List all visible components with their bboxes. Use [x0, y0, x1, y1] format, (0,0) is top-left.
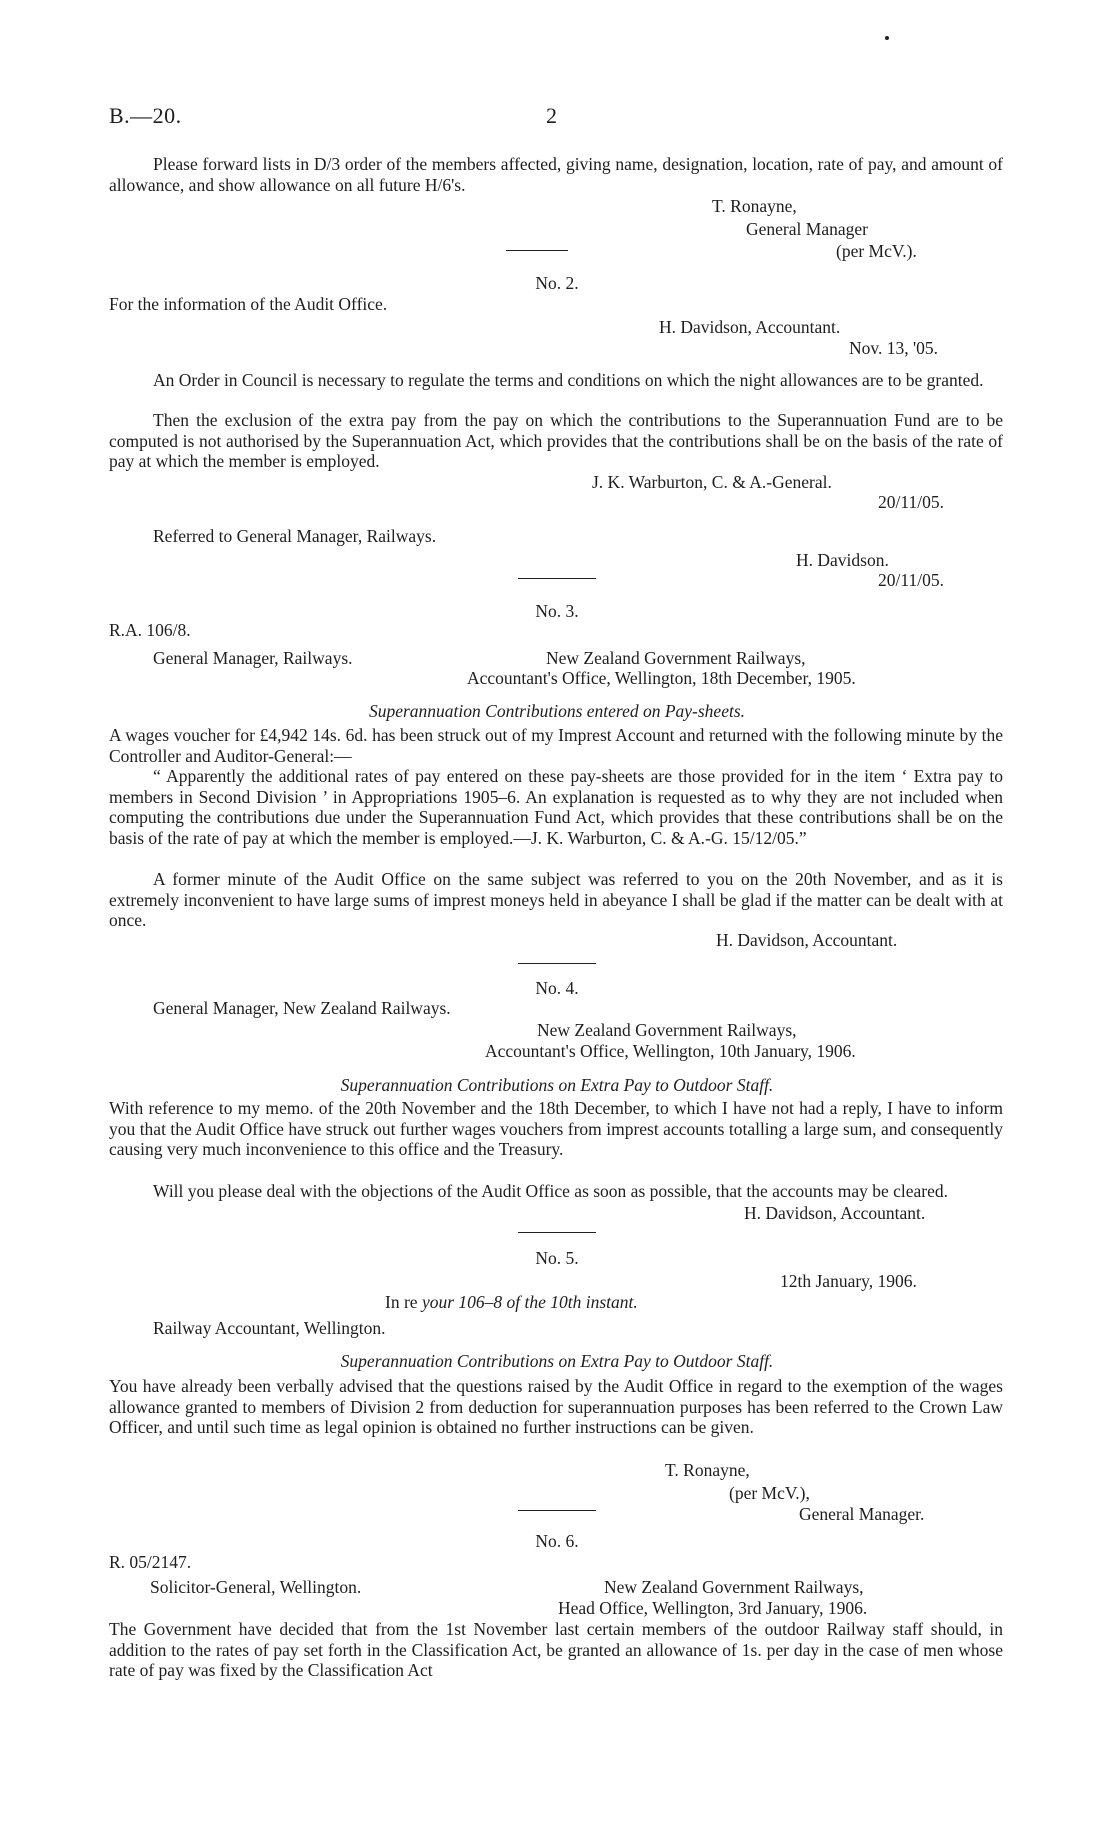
no3-subject: Superannuation Contributions entered on Pay-sheets.	[368, 701, 746, 721]
document-reference: B.—20.	[109, 103, 182, 128]
no3-para-1: A wages voucher for £4,942 14s. 6d. has been struck out of my Imprest Account and returned with the following minute by the Controller and Auditor-General:—	[109, 725, 1003, 766]
no2-para-4: Referred to General Manager, Railways.	[153, 526, 437, 546]
page-number: 2	[546, 103, 558, 128]
no4-signature: H. Davidson, Accountant.	[744, 1203, 926, 1223]
no3-para-2: “ Apparently the additional rates of pay entered on these pay-sheets are those provided for in the item ‘ Extra pay to members in Second Division ’ in Appropriations 1905–6. An explanation is requested as to why they are not included when computing the contributions due under the Superannuation Fund Act, which provides that these contributions shall be on the basis of the rate of pay at which the member is employed.—J. K. Warburton, C. & A.-G. 15/12/05.”	[109, 766, 1003, 848]
no2-date: Nov. 13, '05.	[849, 338, 939, 358]
no2-signature: H. Davidson, Accountant.	[659, 317, 841, 337]
no5-signature-name: T. Ronayne,	[665, 1460, 750, 1480]
no3-addressee: General Manager, Railways.	[153, 648, 353, 668]
no5-signature-per: (per McV.),	[729, 1483, 810, 1503]
no4-from-line-1: New Zealand Government Railways,	[537, 1020, 797, 1040]
no4-para-1: With reference to my memo. of the 20th November and the 18th December, to which I have not had a reply, I have to inform you that the Audit Office have struck out further wages vouchers from imprest accounts totalling a large sum, and consequently causing very much inconvenience to this office and the Treasury.	[109, 1098, 1003, 1159]
no6-from-line-1: New Zealand Government Railways,	[604, 1577, 864, 1597]
intro-paragraph: Please forward lists in D/3 order of the members affected, giving name, designation, location, rate of pay, and amount of allowance, and show allowance on all future H/6's.	[109, 154, 1003, 195]
heading-no-2: No. 2.	[535, 273, 579, 293]
no4-para-2: Will you please deal with the objections of the Audit Office as soon as possible, that the accounts may be cleared.	[153, 1181, 949, 1201]
no3-from-line-1: New Zealand Government Railways,	[546, 648, 806, 668]
no2-signature-3: H. Davidson.	[796, 550, 889, 570]
no5-signature-title: General Manager.	[799, 1504, 925, 1524]
no5-subject: Superannuation Contributions on Extra Pay to Outdoor Staff.	[340, 1351, 774, 1371]
heading-no-3: No. 3.	[535, 601, 579, 621]
heading-no-6: No. 6.	[535, 1531, 579, 1551]
no6-from-line-2: Head Office, Wellington, 3rd January, 1906.	[558, 1598, 868, 1618]
no5-para-1: You have already been verbally advised that the questions raised by the Audit Office in regard to the exemption of the wages allowance granted to members of Division 2 from deduction for superannuation purposes has been referred to the Crown Law Officer, and until such time as legal opinion is obtained no further instructions can be given.	[109, 1376, 1003, 1437]
intro-signature-per: (per McV.).	[836, 241, 917, 261]
intro-signature-name: T. Ronayne,	[712, 196, 797, 216]
section-divider	[518, 578, 596, 579]
no2-date-3: 20/11/05.	[878, 570, 944, 590]
section-divider	[506, 250, 568, 251]
no2-para-2: An Order in Council is necessary to regulate the terms and conditions on which the night allowances are to be granted.	[153, 370, 984, 390]
no3-para-3: A former minute of the Audit Office on the same subject was referred to you on the 20th November, and as it is extremely inconvenient to have large sums of imprest moneys held in abeyance I shall be glad if the matter can be dealt with at once.	[109, 869, 1003, 930]
no3-signature: H. Davidson, Accountant.	[716, 930, 898, 950]
in-re-prefix: In re	[385, 1292, 418, 1312]
heading-no-4: No. 4.	[535, 978, 579, 998]
no2-para-3: Then the exclusion of the extra pay from the pay on which the contributions to the Superannuation Fund are to be computed is not authorised by the Superannuation Act, which provides that the contributions shall be on the basis of the rate of pay at which the member is employed.	[109, 410, 1003, 471]
no2-signature-2: J. K. Warburton, C. & A.-General.	[592, 472, 832, 492]
no4-subject: Superannuation Contributions on Extra Pay to Outdoor Staff.	[340, 1075, 774, 1095]
no4-from-line-2: Accountant's Office, Wellington, 10th January, 1906.	[485, 1041, 856, 1061]
no5-date: 12th January, 1906.	[780, 1271, 917, 1291]
no2-para-1: For the information of the Audit Office.	[109, 294, 388, 314]
in-re-reference: your 106–8 of the 10th instant.	[421, 1292, 638, 1312]
no4-addressee: General Manager, New Zealand Railways.	[153, 998, 451, 1018]
no5-in-re	[385, 1292, 638, 1313]
section-divider	[518, 1510, 596, 1511]
speck-mark	[885, 36, 889, 40]
section-divider	[518, 963, 596, 964]
no3-reference: R.A. 106/8.	[109, 620, 191, 640]
no3-from-line-2: Accountant's Office, Wellington, 18th December, 1905.	[467, 668, 856, 688]
no6-reference: R. 05/2147.	[109, 1552, 192, 1572]
no6-para-1: The Government have decided that from the 1st November last certain members of the outdoor Railway staff should, in addition to the rates of pay set forth in the Classification Act, be granted an allowance of 1s. per day in the case of men whose rate of pay was fixed by the Classification Act	[109, 1619, 1003, 1680]
section-divider	[518, 1232, 596, 1233]
no2-date-2: 20/11/05.	[878, 492, 944, 512]
no5-addressee: Railway Accountant, Wellington.	[153, 1318, 386, 1338]
heading-no-5: No. 5.	[535, 1248, 579, 1268]
no6-addressee: Solicitor-General, Wellington.	[150, 1577, 362, 1597]
intro-signature-title: General Manager	[746, 219, 868, 239]
